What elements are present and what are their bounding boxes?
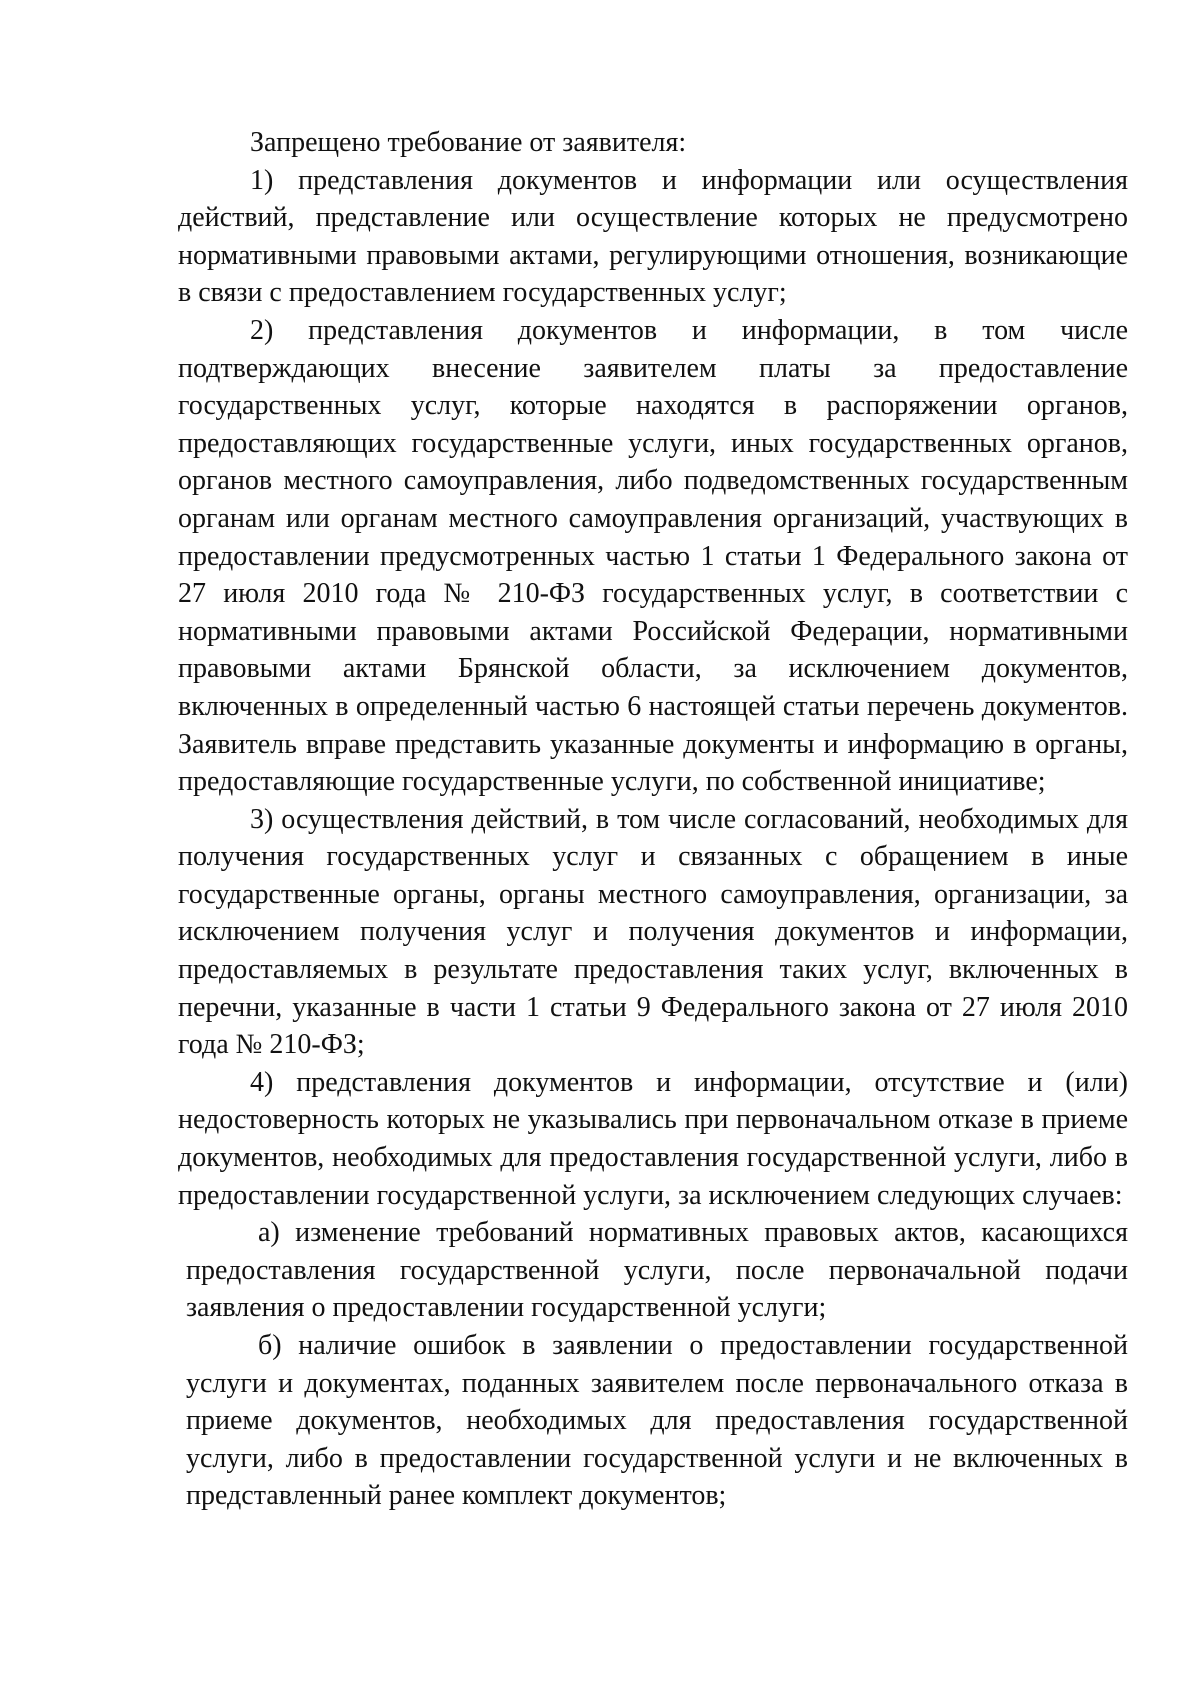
paragraph-item-1: 1) представления документов и информации или осуществления действий, представление или осуществление которых не предусмотрено нормативными правовыми актами, регулирующими отношения, возникающие в связи с предоставлением государственных услуг; (178, 164, 1128, 309)
paragraph-item-3: 3) осуществления действий, в том числе согласований, необходимых для получения государственных услуг и связанных с обращением в иные государственные органы, органы местного самоуправления, организации, за исключением получения услуг и получения документов и информации, предоставляемых в результате предоставления таких услуг, включенных в перечни, указанные в части 1 статьи 9 Федерального закона от 27 июля 2010 года № 210-ФЗ; (178, 803, 1128, 1061)
paragraph-subitem-a: а) изменение требований нормативных правовых актов, касающихся предоставления государственной услуги, после первоначальной подачи заявления о предоставлении государственной услуги; (186, 1217, 1128, 1324)
document-body (178, 124, 1128, 1515)
paragraph-item-4: 4) представления документов и информации, отсутствие и (или) недостоверность которых не указывались при первоначальном отказе в приеме документов, необходимых для предоставления государственной услуги, либо в предоставлении государственной услуги, за исключением следующих случаев: (178, 1066, 1128, 1211)
paragraph-intro: Запрещено требование от заявителя: (250, 127, 687, 158)
paragraph-item-2: 2) представления документов и информации, в том числе подтверждающих внесение заявителем платы за предоставление государственных услуг, которые находятся в распоряжении органов, предоставляющих государственные услуги, иных государственных органов, органов местного самоуправления, либо подведомственных государственным органам или органам местного самоуправления организаций, участвующих в предоставлении предусмотренных частью 1 статьи 1 Федерального закона от 27 июля 2010 года № 210-ФЗ государственных услуг, в соответствии с нормативными правовыми актами Российской Федерации, нормативными правовыми актами Брянской области, за исключением документов, включенных в определенный частью 6 настоящей статьи перечень документов. Заявитель вправе представить указанные документы и информацию в органы, предоставляющие государственные услуги, по собственной инициативе; (178, 314, 1128, 798)
paragraph-subitem-b: б) наличие ошибок в заявлении о предоставлении государственной услуги и документах, поданных заявителем после первоначального отказа в приеме документов, необходимых для предоставления государственной услуги, либо в предоставлении государственной услуги и не включенных в представленный ранее комплект документов; (186, 1330, 1128, 1512)
